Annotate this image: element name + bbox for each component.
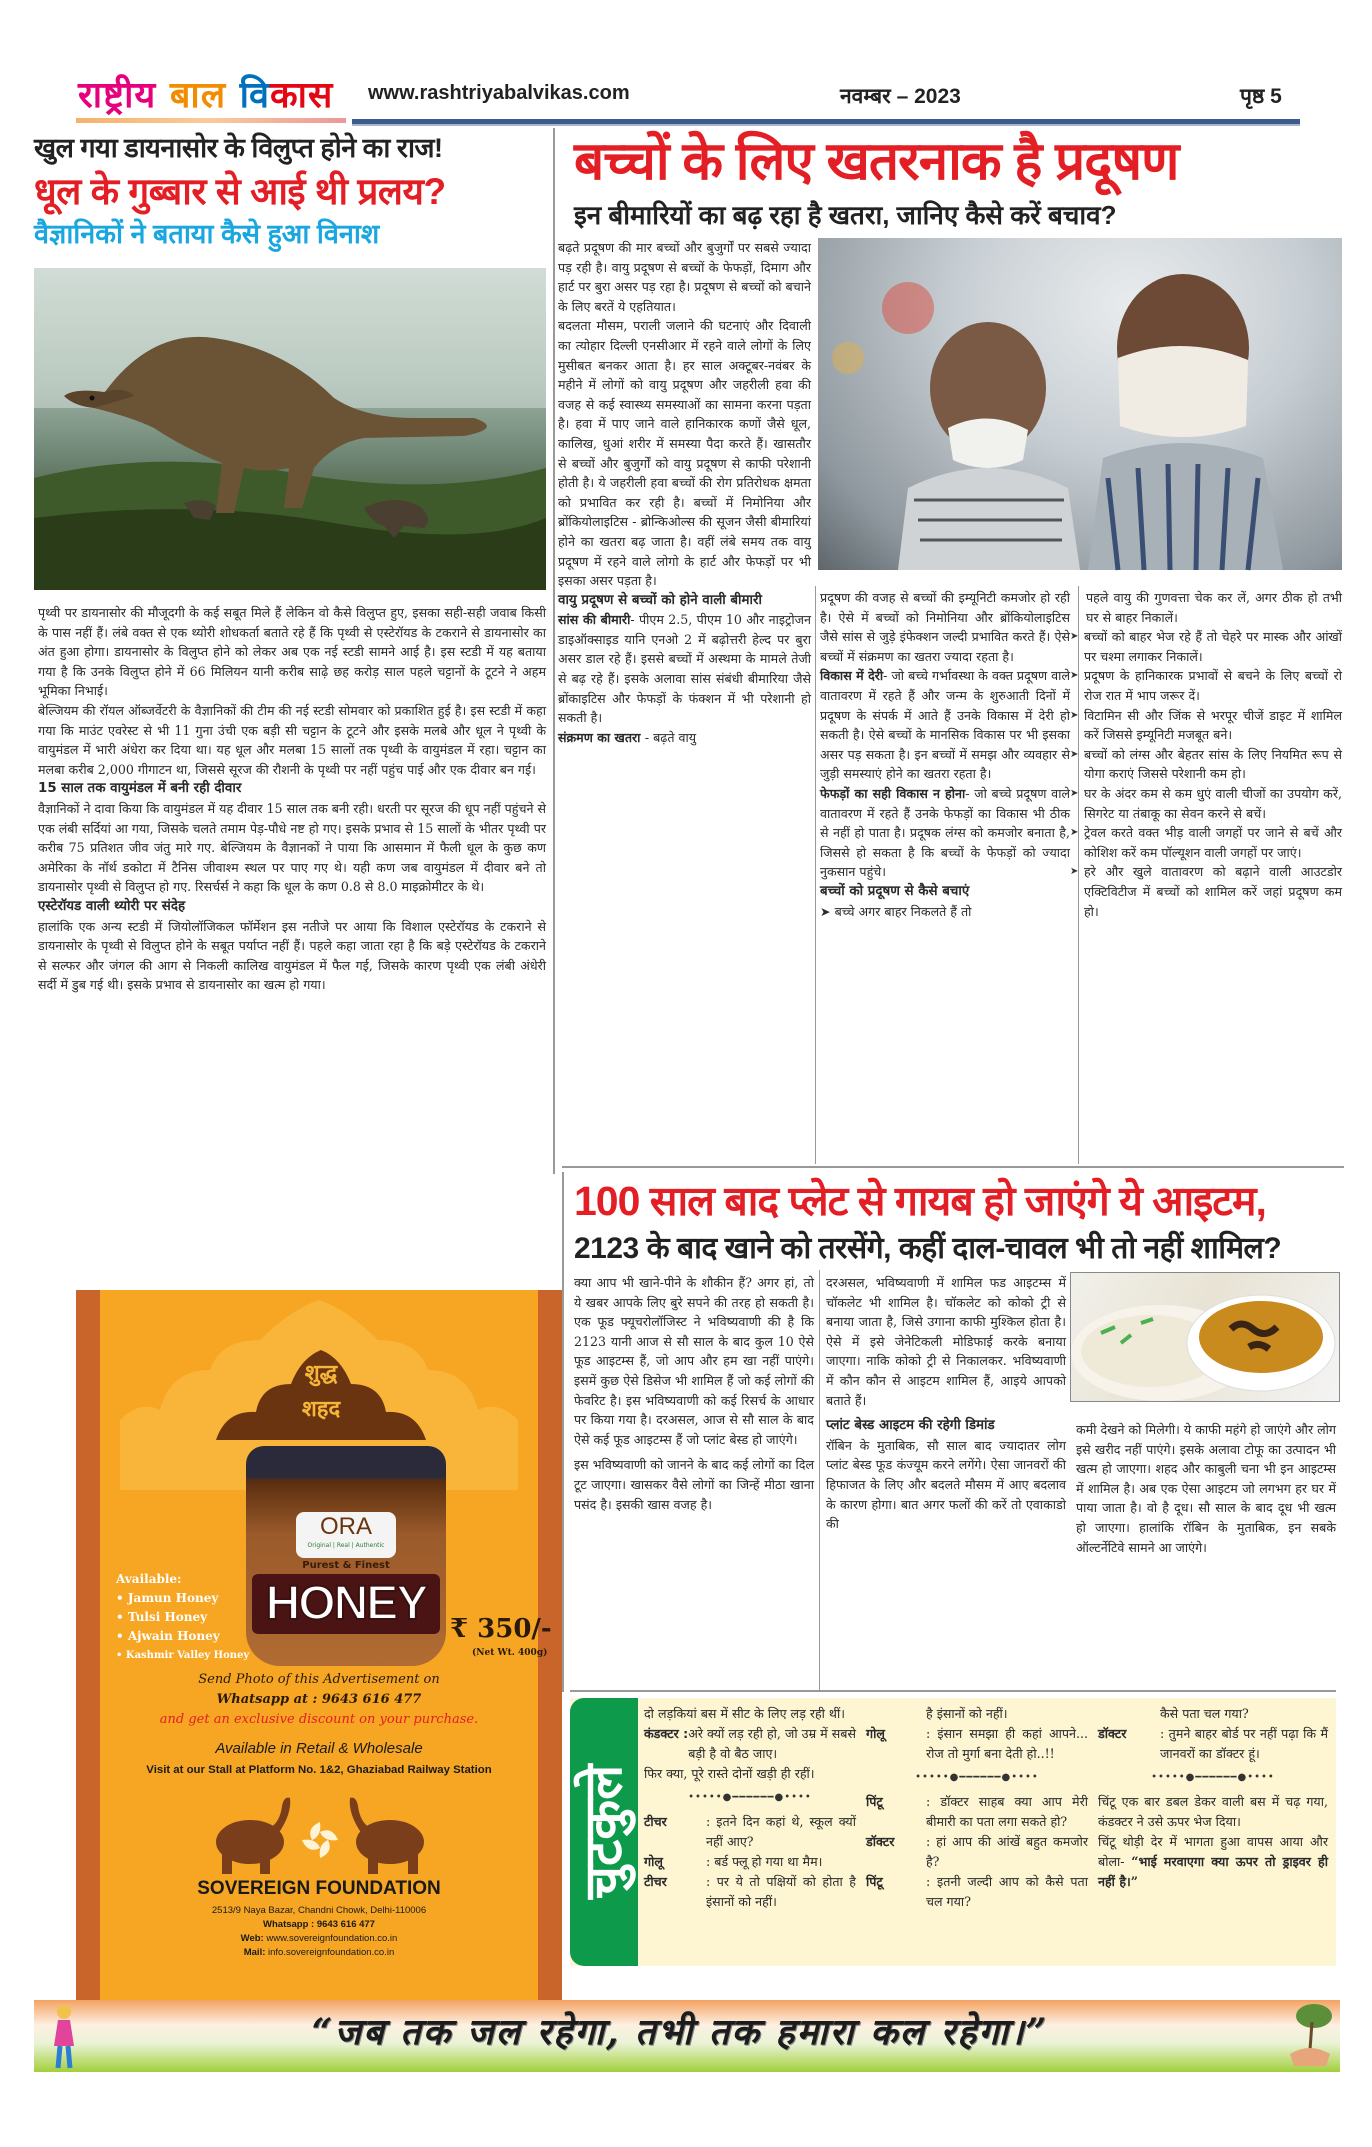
bullet-arrow-icon: ➤ xyxy=(1070,670,1079,682)
jokes-title: चुटकुले xyxy=(575,1764,633,1900)
delay-label: विकास में देरी xyxy=(820,668,884,684)
bullet-arrow-icon: ➤ xyxy=(1070,866,1079,878)
column-divider xyxy=(1078,586,1079,1164)
variety-item: • Jamun Honey xyxy=(116,1591,219,1605)
jar-label xyxy=(296,1512,396,1558)
dino-article-body xyxy=(38,603,546,995)
elephant-right-icon xyxy=(350,1798,424,1874)
food-paragraph: कमी देखने को मिलेगी। ये काफी महंगे हो जाएंगे और लोग इसे खरीद नहीं पाएंगे। इसके अलावा टोफू का उत्पादन भी खत्म हो जाएगा। शहद और काबुली चना भी इन आइटम्स में शामिल है। अब एक ऐसा आइटम जो लगभग हर घर में पाया जाता है। वो है दूध। सौ साल के बाद दूध भी खत्म हो जाएगा। हालांकि रॉबिन के मुताबिक, इन सबके ऑल्टर्नेटिवे सामने आ जाएंगे। xyxy=(1076,1422,1336,1555)
bullet-arrow-icon: ➤ xyxy=(1070,631,1079,643)
tip-item: ➤ घर के अंदर कम से कम धुएं वाली चीजों का उपयोग करें, सिगरेट या तंबाकू का सेवन करने से बचें। xyxy=(1086,784,1342,823)
variety-item: • Ajwain Honey xyxy=(116,1629,220,1643)
issue-date: नवम्बर – 2023 xyxy=(840,85,961,108)
org-mail[interactable]: Mail: info.sovereignfoundation.co.in xyxy=(243,1947,395,1958)
tip-item: ➤ ट्रेवल करते वक्त भीड़ वाली जगहों पर जाने से बचें और कोशिश करें कम पॉल्यूशन वाली जगहों पर जाएं। xyxy=(1086,823,1342,862)
pollution-subhead: इन बीमारियों का बढ़ रहा है खतरा, जानिए कैसे करें बचाव? xyxy=(574,200,1117,230)
section-divider xyxy=(570,1690,1336,1692)
joke-line: टीचर : पर ये तो पक्षियों को होता है इंसानों को नहीं। xyxy=(644,1874,856,1909)
column-divider xyxy=(553,128,555,1174)
jokes-col-1 xyxy=(644,1704,856,1909)
masthead-logo xyxy=(78,74,333,118)
pollution-paragraph xyxy=(820,666,1070,784)
discount-line: and get an exclusive discount on your purchase. xyxy=(159,1712,479,1727)
food-image xyxy=(1070,1272,1340,1402)
joke-text: है इंसानों को नहीं। xyxy=(926,1706,1008,1721)
delay-text: - जो बच्चे गर्भावस्था के वक्त प्रदूषण वाले वातावरण में रहते हैं और जन्म के शुरुआती दिनों में प्रदूषण के संपर्क में आते हैं उनके विकास में देरी हो सकती है। ऐसे बच्चों के मानसिक विकास पर भी इसका असर पड़ सकता है। इन बच्चों में समझ और व्यवहार से जुड़ी समस्याएं होने का खतरा रहता है। xyxy=(820,668,1070,782)
lungs-label: फेफड़ों का सही विकास न होना xyxy=(820,785,966,801)
pollution-paragraph: बदलता मौसम, पराली जलाने की घटनाएं और दिवाली का त्योहार दिल्ली एनसीआर में रहने वाले लोगों के लिए मुसीबत बनकर आता है। हर साल अक्टूबर-नवंबर के महीने में लोगों को वायु प्रदूषण और जहरीली हवा की वजह से कई स्वास्थ्य समस्याओं का सामना करना पड़ता है। हवा में पाए जाने वाले हानिकारक कणों जैसे धूल, कालिख, धुआं शरीर में समस्या पैदा करते हैं। खासतौर से बच्चों और बुजुर्गों को वायु प्रदूषण से काफी परेशानी होती है। ये जहरीली हवा बच्चों की रोग प्रतिरोधक क्षमता को प्रभावित कर रही है। बच्चों में निमोनिया और ब्रोंकियोलाइटिस - ब्रोन्किओल्स की सूजन जैसी बीमारियां होने का खतरा बढ़ जाता है। वहीं लंबे समय तक वायु प्रदूषण में रहने वाले लोगो के हार्ट और फेफड़ों पर भी इसका असर पड़ता है। xyxy=(558,318,811,589)
available-label: Available: xyxy=(116,1572,182,1586)
bullet-arrow-icon: ➤ xyxy=(1070,709,1079,721)
joke-line: टीचर : इतने दिन कहां थे, स्कूल क्यों नहीं आए? xyxy=(644,1814,856,1849)
joke-text: चिंटू थोड़ी देर में भागता हुआ वापस आया और बोला- “भाई मरवाएगा क्या ऊपर तो ड्राइवर ही नहीं है।” xyxy=(1098,1834,1328,1889)
org-web[interactable]: Web: www.sovereignfoundation.co.in xyxy=(240,1933,398,1944)
column-divider xyxy=(815,586,816,1164)
ad-offer xyxy=(100,1670,538,1730)
dino-paragraph: वैज्ञानिकों ने दावा किया कि वायुमंडल में यह दीवार 15 साल तक बनी रही। धरती पर सूरज की धूप नहीं पहुंचने से एक लंबी सर्दियां आ गया, जिसके चलते तमाम पेड़-पौधे नष्ट हो गए। इसके प्रभाव से 15 सालों के भीतर पृथ्वी पर करीब 75 प्रतिशत जीव जंतु मारे गए. बेल्जियम के वैज्ञानकों ने पाया कि आसमान में फैली धूल के कुछ कण अमेरिका के नॉर्थ डकोटा में टैनिस जीवाश्म स्थल पर पाए गए थे। यही कण जब वायुमंडल में दीवार बने तो डायनासोर पृथ्वी से विलुप्त हो गए. रिसर्चर्स ने कहा कि धूल के कण 0.8 से 8.0 माइक्रोमीटर के थे। xyxy=(38,800,546,895)
org-whatsapp[interactable]: Whatsapp : 9643 616 477 xyxy=(263,1919,375,1930)
elephants-logo xyxy=(200,1794,440,1876)
section-divider xyxy=(562,1172,564,1692)
joke-line: डॉक्टर : तुमने बाहर बोर्ड पर नहीं पढ़ा कि मैं जानवरों का डॉक्टर हूं। xyxy=(1098,1726,1328,1761)
column-divider xyxy=(819,1270,820,1690)
logo-underline xyxy=(76,118,346,123)
joke-text: फिर क्या, पूरे रास्ते दोनों खड़ी ही रहीं। xyxy=(644,1766,815,1781)
breath-text: - पीएम 2.5, पीएम 10 और नाइट्रोजन डाइऑक्साइड यानि एनओ 2 में बढ़ोत्तरी हेल्द पर बुरा असर डाल रहे हैं। इससे बच्चों में अस्थमा के मामले तेजी से बढ़ रहे हैं। इसके अलावा सांस संबंधी बीमारिया जैसे ब्रोंकाइटिस और फेफड़ों के फंक्शन में भी परेशानी हो सकती है। xyxy=(558,612,811,726)
jokes-col-2 xyxy=(866,1704,1088,1909)
joke-line: पिंटू : डॉक्टर साहब क्या आप मेरी बीमारी का पता लगा सकते हो? xyxy=(866,1794,1088,1829)
badge-line-2: शहद xyxy=(301,1397,341,1422)
food-subhead: 2123 के बाद खाने को तरसेंगे, कहीं दाल-चावल भी तो नहीं शामिल? xyxy=(574,1232,1282,1265)
joke-text: दो लड़कियां बस में सीट के लिए लड़ रही थीं। xyxy=(644,1706,846,1721)
varieties-list xyxy=(116,1570,249,1665)
dinosaur-illustration xyxy=(34,268,546,590)
dino-headline: धूल के गुब्बार से आई थी प्रलय? xyxy=(34,171,446,212)
pollution-paragraph xyxy=(558,610,811,728)
tip-item: ➤ बच्चों को लंग्स और बेहतर सांस के लिए नियमित रूप से योगा कराएं जिससे परेशानी कम हो। xyxy=(1086,745,1342,784)
pollution-col-2 xyxy=(820,588,1070,921)
food-paragraph: क्या आप भी खाने-पीने के शौकीन हैं? अगर हां, तो ये खबर आपके लिए बुरे सपने की तरह हो सकती है। एक फूड फ्यूचरोलॉजिस्ट ने भविष्यवाणी की है कि 2123 यानी आज से सौ साल के बाद कुल 10 ऐसे फूड आइटम्स हैं, जो आप और हम खा नहीं पाएंगे। इसमें कुछ ऐसे डिसेज भी शामिल हैं जो कई लोगों की फेवरिट है। इस भविष्यवाणी को कई रिसर्च के आधार पर किया गया है। दरअसल, आज से सौ साल के बाद ऐसे कई फूड आइटम्स हैं जो प्लांट बेस्ड हो जाएंगे। xyxy=(574,1275,814,1447)
pollution-paragraph: बढ़ते प्रदूषण की मार बच्चों और बुजुर्गों पर सबसे ज्यादा पड़ रही है। वायु प्रदूषण से बच्चों के फेफड़ों, दिमाग और हार्ट पर बुरा असर पड़ रहा है। प्रदूषण से बच्चों को बचाने के लिए बरतें ये एहतियात। xyxy=(558,240,811,314)
dal-rice-illustration xyxy=(1071,1273,1341,1403)
org-name: SOVEREIGN FOUNDATION xyxy=(197,1878,441,1899)
bullet-arrow-icon: ➤ xyxy=(1070,827,1079,839)
logo-word-vi: वि xyxy=(239,75,271,116)
infection-label: संक्रमण का खतरा xyxy=(558,729,641,745)
section-divider xyxy=(562,1166,1344,1168)
net-weight: (Net Wt. 400g) xyxy=(472,1648,548,1658)
jar-product: HONEY xyxy=(252,1574,440,1634)
pollution-headline: बच्चों के लिए खतरनाक है प्रदूषण xyxy=(574,132,1179,191)
badge-line-1: शुद्ध xyxy=(304,1361,338,1386)
dino-section-title: एस्टेरॉयड वाली थ्योरी पर संदेह xyxy=(38,898,186,914)
children-masks-illustration xyxy=(818,238,1342,570)
dancing-girl-icon xyxy=(44,2002,84,2070)
logo-word-bal: बाल xyxy=(169,75,227,116)
joke-separator: •••••●━━━━━━●•••• xyxy=(915,1772,1039,1783)
dino-subhead: वैज्ञानिकों ने बताया कैसे हुआ विनाश xyxy=(34,219,380,249)
jar-tagline: Original | Real | Authentic xyxy=(307,1542,385,1549)
org-address: 2513/9 Naya Bazar, Chandni Chowk, Delhi-110006 xyxy=(211,1905,427,1916)
variety-item: • Kashmir Valley Honey xyxy=(116,1650,250,1661)
honey-advertisement[interactable] xyxy=(76,1290,562,2016)
honey-jar xyxy=(246,1446,446,1666)
page-number: पृष्ठ 5 xyxy=(1240,85,1282,108)
joke-punchline: “भाई मरवाएगा क्या ऊपर तो ड्राइवर ही नहीं है।” xyxy=(1098,1854,1328,1889)
header-rule-secondary xyxy=(352,124,1300,126)
joke-line: कंडक्टर : अरे क्यों लड़ रही हो, जो उम्र में सबसे बड़ी है वो बैठ जाए। xyxy=(644,1726,856,1761)
lungs-text: - जो बच्चे प्रदूषण वाले वातावरण में रहते हैं उनके फेफड़ों का विकास भी ठीक से नहीं हो पाता है। प्रदूषक लंग्स को कमजोर बनाता है, जिससे हो सकता है कि बच्चों के फेफड़ों को ज्यादा नुकसान पहुंचे। xyxy=(820,785,1070,880)
whatsapp-line[interactable]: Whatsapp at : 9643 616 477 xyxy=(216,1692,422,1707)
joke-separator: •••••●━━━━━━●•••• xyxy=(1151,1772,1275,1783)
tip-item: ➤ बच्चे अगर बाहर निकलते हैं तो xyxy=(820,903,972,919)
dino-paragraph: पृथ्वी पर डायनासोर की मौजूदगी के कई सबूत मिले हैं लेकिन वो कैसे विलुप्त हुए, इसका सही-सही जवाब किसी के पास नहीं हैं। लंबे वक्त से एक थ्योरी शोधकर्ता बताते रहे हैं कि पृथ्वी से एस्टेरॉयड के टकराने से डायनासोर का अंत हुआ होगा। डायनासोर के विलुप्त होने को लेकर अब एक नई स्टडी सामने आई है। इस स्टडी में यह बताया गया है कि उनके विलुप्त होने में 66 मिलियन यानी करीब साढ़े छह करोड़ साल पहले चट्टानों के टूटने ने अहम भूमिका निभाई। xyxy=(38,605,546,699)
joke-line: गोलू : बर्ड फ्लू हो गया था मैम। xyxy=(644,1854,823,1869)
logo-word-rashtriya: राष्ट्रीय xyxy=(78,75,157,116)
pollution-col-1 xyxy=(558,238,811,747)
tips-title: बच्चों को प्रदूषण से कैसे बचाएं xyxy=(820,883,970,899)
website-link[interactable]: www.rashtriyabalvikas.com xyxy=(368,82,630,104)
retail-line: Available in Retail & Wholesale xyxy=(215,1740,423,1757)
joke-text: कैसे पता चल गया? xyxy=(1160,1706,1249,1721)
pollution-paragraph: प्रदूषण की वजह से बच्चों की इम्यूनिटी कमजोर हो रही है। ऐसे में बच्चों को निमोनिया और ब्रोंकियोलाइटिस जैसे सांस से जुड़े इंफेक्शन जल्दी प्रभावित करते हैं। ऐसे बच्चों में संक्रमण का खतरा ज्यादा रहता है। xyxy=(820,590,1070,664)
infection-text-part: - बढ़ते वायु xyxy=(644,729,697,745)
pollution-section-title: वायु प्रदूषण से बच्चों को होने वाली बीमारी xyxy=(558,592,762,608)
food-paragraph: इस भविष्यवाणी को जानने के बाद कई लोगों का दिल टूट जाएगा। खासकर वैसे लोगों का जिन्हें मीठा खाना पसंद है। इसकी खास वजह है। xyxy=(574,1457,815,1512)
dinosaur-image xyxy=(34,268,546,590)
food-section-title: प्लांट बेस्ड आइटम की रहेगी डिमांड xyxy=(826,1418,995,1434)
tip-item: ➤ हरे और खुले वातावरण को बढ़ाने वाली आउटडोर एक्टिविटीज में बच्चों को शामिल करें जहां प्रदूषण कम हो। xyxy=(1086,862,1342,921)
joke-line: पिंटू : इतनी जल्दी आप को कैसे पता चल गया? xyxy=(866,1874,1088,1909)
send-line: Send Photo of this Advertisement on xyxy=(198,1672,440,1687)
joke-line: गोलू : इंसान समझा ही कहां आपने... रोज तो मुर्गा बना देती हो..!! xyxy=(866,1726,1088,1761)
elephant-left-icon xyxy=(216,1798,290,1874)
sapling-in-hands-icon xyxy=(1286,2002,1334,2070)
bullet-arrow-icon: ➤ xyxy=(820,903,835,919)
badge-text xyxy=(216,1356,426,1428)
food-paragraph: दरअसल, भविष्यवाणी में शामिल फड आइटम्स में चॉकलेट भी शामिल है। चॉकलेट को कोको ट्री से बनाया जाता है, जिसे उगाना काफी मुश्किल होता है। ऐसे में इसे जेनेटिकली मोडिफाई करके बनाया जाएगा। नाकि कोको ट्री से निकालकर. भविष्यवाणी में कौन कौन से आइटम शामिल हैं, आइये आपको बताते हैं। xyxy=(826,1275,1066,1408)
tip-item: ➤ प्रदूषण के हानिकारक प्रभावों से बचने के लिए बच्चों रो रोज रात में भाप जरूर दें। xyxy=(1086,666,1342,705)
food-col-2 xyxy=(826,1273,1066,1534)
dino-kicker: खुल गया डायनासोर के विलुप्त होने का राज! xyxy=(34,133,443,163)
joke-line: डॉक्टर : हां आप की आंखें बहुत कमजोर है? xyxy=(866,1834,1088,1869)
food-col-3 xyxy=(1076,1420,1336,1557)
bullet-arrow-icon: ➤ xyxy=(1070,787,1079,799)
footer-slogan: “जब तक जल रहेगा, तभी तक हमारा कल रहेगा।” xyxy=(311,2011,1049,2053)
sovereign-emblem-icon xyxy=(302,1822,338,1858)
bullet-arrow-icon: ➤ xyxy=(1070,748,1079,760)
tip-item-continued: पहले वायु की गुणवत्ता चेक कर लें, अगर ठीक हो तभी घर से बाहर निकालें। xyxy=(1086,590,1342,625)
jar-brand: ORA xyxy=(319,1513,372,1540)
jokes-col-3 xyxy=(1098,1704,1328,1892)
joke-text: चिंटू एक बार डबल डेकर वाली बस में चढ़ गया, कंडक्टर ने उसे ऊपर भेज दिया। xyxy=(1098,1794,1328,1829)
tip-item: ➤ विटामिन सी और जिंक से भरपूर चीजें डाइट में शामिल करें जिससे इम्यूनिटी मजबूत बने। xyxy=(1086,706,1342,745)
dino-paragraph: बेल्जियम की रॉयल ऑब्जर्वेटरी के वैज्ञानिकों की टीम की नई स्टडी सोमवार को प्रकाशित हुई है। इस स्टडी में कहा गया कि माउंट एवरेस्ट से भी 11 गुना उंची एक बड़ी सी चट्टान के टूटने और इसके मलबे और धूल ने पृथ्वी के वायुमंडल में भारी अंधेरा कर दिया था। यह धूल और मलबा 15 सालों तक पृथ्वी के वायुमंडल में रहा। चट्टान का मलबा करीब 2,000 गीगाटन था, जिससे सूरज की रौशनी के पृथ्वी पर नहीं पहुंच पाई और एक दीवार बन गई। xyxy=(38,702,546,777)
pollution-paragraph xyxy=(820,784,1070,882)
dino-section-title: 15 साल तक वायुमंडल में बनी रही दीवार xyxy=(38,781,242,797)
org-contact xyxy=(100,1904,538,1960)
joke-separator: •••••●━━━━━━●•••• xyxy=(688,1792,812,1803)
food-paragraph: रॉबिन के मुताबिक, सौ साल बाद ज्यादातर लोग प्लांट बेस्ड फूड कंज्यूम करने लगेंगे। ऐसा जानवरों की हिफाजत के लिए और बदलते मौसम में आए बदलाव के कारण होगा। बात अगर फलों की करें तो एवाकाडो की xyxy=(826,1437,1066,1532)
pollution-image xyxy=(818,238,1342,570)
food-headline: 100 साल बाद प्लेट से गायब हो जाएंगे ये आइटम, xyxy=(574,1178,1266,1224)
price: ₹ 350/- xyxy=(450,1614,552,1644)
stall-line: Visit at our Stall at Platform No. 1&2, Ghaziabad Railway Station xyxy=(146,1764,492,1776)
jar-sub: Purest & Finest xyxy=(302,1560,390,1571)
dino-paragraph: हालांकि एक अन्य स्टडी में जियोलॉजिकल फॉर्मेशन इस नतीजे पर आया कि विशाल एस्टेरॉयड के टकराने से डायनासोर के पृथ्वी से विलुप्त होने के सबूत पर्याप्त नहीं हैं। पहले कहा जाता रहा है कि बड़े एस्टेरॉयड के टकराने से सल्फर और जंगल की आग से निकली कालिख वायुमंडल में फैल गई, जिसके कारण पृथ्वी एक लंबी अंधेरी सर्दी में डुब गई थी। इसके प्रभाव से डायनासोर का खत्म हो गया। xyxy=(38,918,546,993)
logo-word-kas: कास xyxy=(270,75,334,116)
pollution-col-3 xyxy=(1070,588,1342,921)
pollution-paragraph xyxy=(558,728,811,748)
breath-label: सांस की बीमारी xyxy=(558,612,631,628)
tip-item: ➤ बच्चों को बाहर भेज रहे हैं तो चेहरे पर मास्क और आंखों पर चश्मा लगाकर निकालें। xyxy=(1086,627,1342,666)
food-col-1 xyxy=(574,1273,814,1514)
variety-item: • Tulsi Honey xyxy=(116,1610,208,1624)
